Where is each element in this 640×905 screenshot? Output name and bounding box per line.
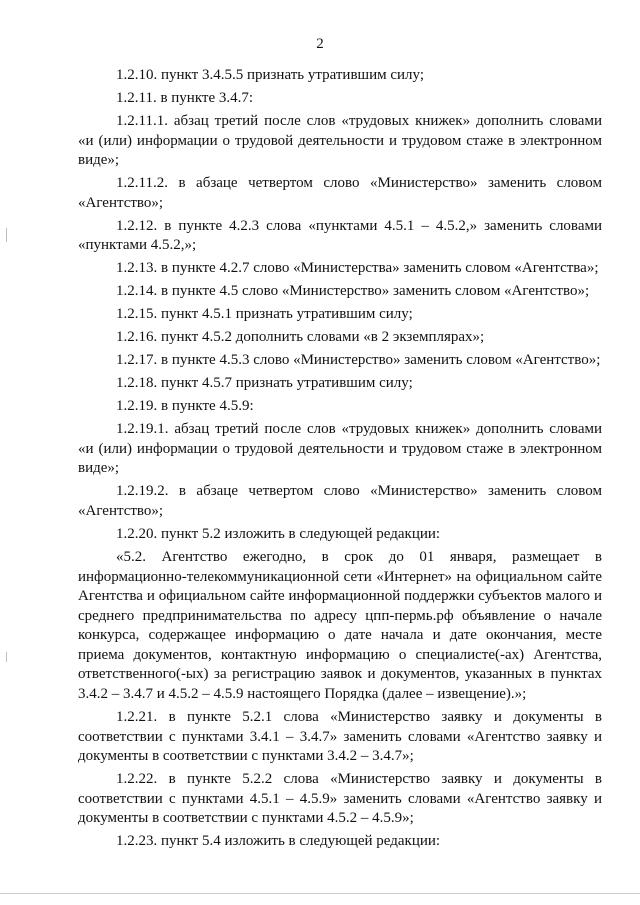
paragraph: 1.2.11. в пункте 3.4.7:: [116, 89, 254, 106]
scan-margin-mark: [6, 652, 7, 662]
paragraph: 1.2.19.1. абзац третий после слов «трудовых книжек» дополнить словами «и (или) информации о трудовой деятельности и трудовом стаже в электронном виде»;: [78, 421, 602, 477]
paragraph: 1.2.15. пункт 4.5.1 признать утратившим силу;: [116, 306, 413, 323]
document-body: [78, 66, 602, 855]
page-number: 2: [316, 36, 324, 52]
scan-bottom-edge: [0, 893, 640, 894]
paragraph: 1.2.11.1. абзац третий после слов «трудовых книжек» дополнить словами «и (или) информации о трудовой деятельности и трудовом стаже в электронном виде»;: [78, 112, 602, 169]
paragraph: 1.2.16. пункт 4.5.2 дополнить словами «в 2 экземплярах»;: [116, 329, 485, 346]
paragraph: 1.2.21. в пункте 5.2.1 слова «Министерство заявку и документы в соответствии с пунктами 3.4.1 – 3.4.7» заменить словами «Агентство заявку и документы в соответствии с пунктами 3.4.2 – 3.4.7»;: [78, 709, 602, 765]
paragraph: 1.2.10. пункт 3.4.5.5 признать утратившим силу;: [116, 67, 425, 83]
paragraph: 1.2.11.2. в абзаце четвертом слово «Министерство» заменить словом «Агентство»;: [78, 175, 602, 211]
paragraph: 1.2.19.2. в абзаце четвертом слово «Министерство» заменить словом «Агентство»;: [78, 483, 602, 519]
paragraph: 1.2.22. в пункте 5.2.2 слова «Министерство заявку и документы в соответствии с пунктами 4.5.1 – 4.5.9» заменить словами «Агентство заявку и документы в соответствии с пунктами 4.5.2 – 4.5.9»;: [78, 771, 602, 827]
paragraph: 1.2.17. в пункте 4.5.3 слово «Министерство» заменить словом «Агентство»;: [116, 352, 601, 369]
paragraph: 1.2.12. в пункте 4.2.3 слова «пунктами 4.5.1 – 4.5.2,» заменить словами «пунктами 4.5.2,»;: [78, 217, 602, 254]
paragraph: 1.2.20. пункт 5.2 изложить в следующей редакции:: [116, 525, 441, 542]
paragraph: 1.2.18. пункт 4.5.7 признать утратившим силу;: [116, 375, 413, 392]
paragraph: 1.2.23. пункт 5.4 изложить в следующей редакции:: [116, 833, 441, 850]
paragraph: 1.2.13. в пункте 4.2.7 слово «Министерства» заменить словом «Агентства»;: [116, 260, 599, 277]
quoted-paragraph: «5.2. Агентство ежегодно, в срок до 01 января, размещает в информационно-телекоммуникационной сети «Интернет» на официальном сайте Агентства и официальном сайте информационной поддержки субъектов малого и среднего предпринимательства по адресу цпп-пермь.рф объявление о начале конкурса, содержащее информацию о дате начала и дате окончания, месте приема документов, контактную информацию о специалисте(-ах) Агентства, ответственного(-ых) за регистрацию заявок и документов, указанных в пунктах 3.4.2 – 3.4.7 и 4.5.2 – 4.5.9 настоящего Порядка (далее – извещение).»;: [78, 548, 602, 703]
paragraph: 1.2.14. в пункте 4.5 слово «Министерство» заменить словом «Агентство»;: [116, 283, 590, 300]
scan-margin-mark: [6, 228, 7, 242]
paragraph: 1.2.19. в пункте 4.5.9:: [116, 398, 254, 415]
